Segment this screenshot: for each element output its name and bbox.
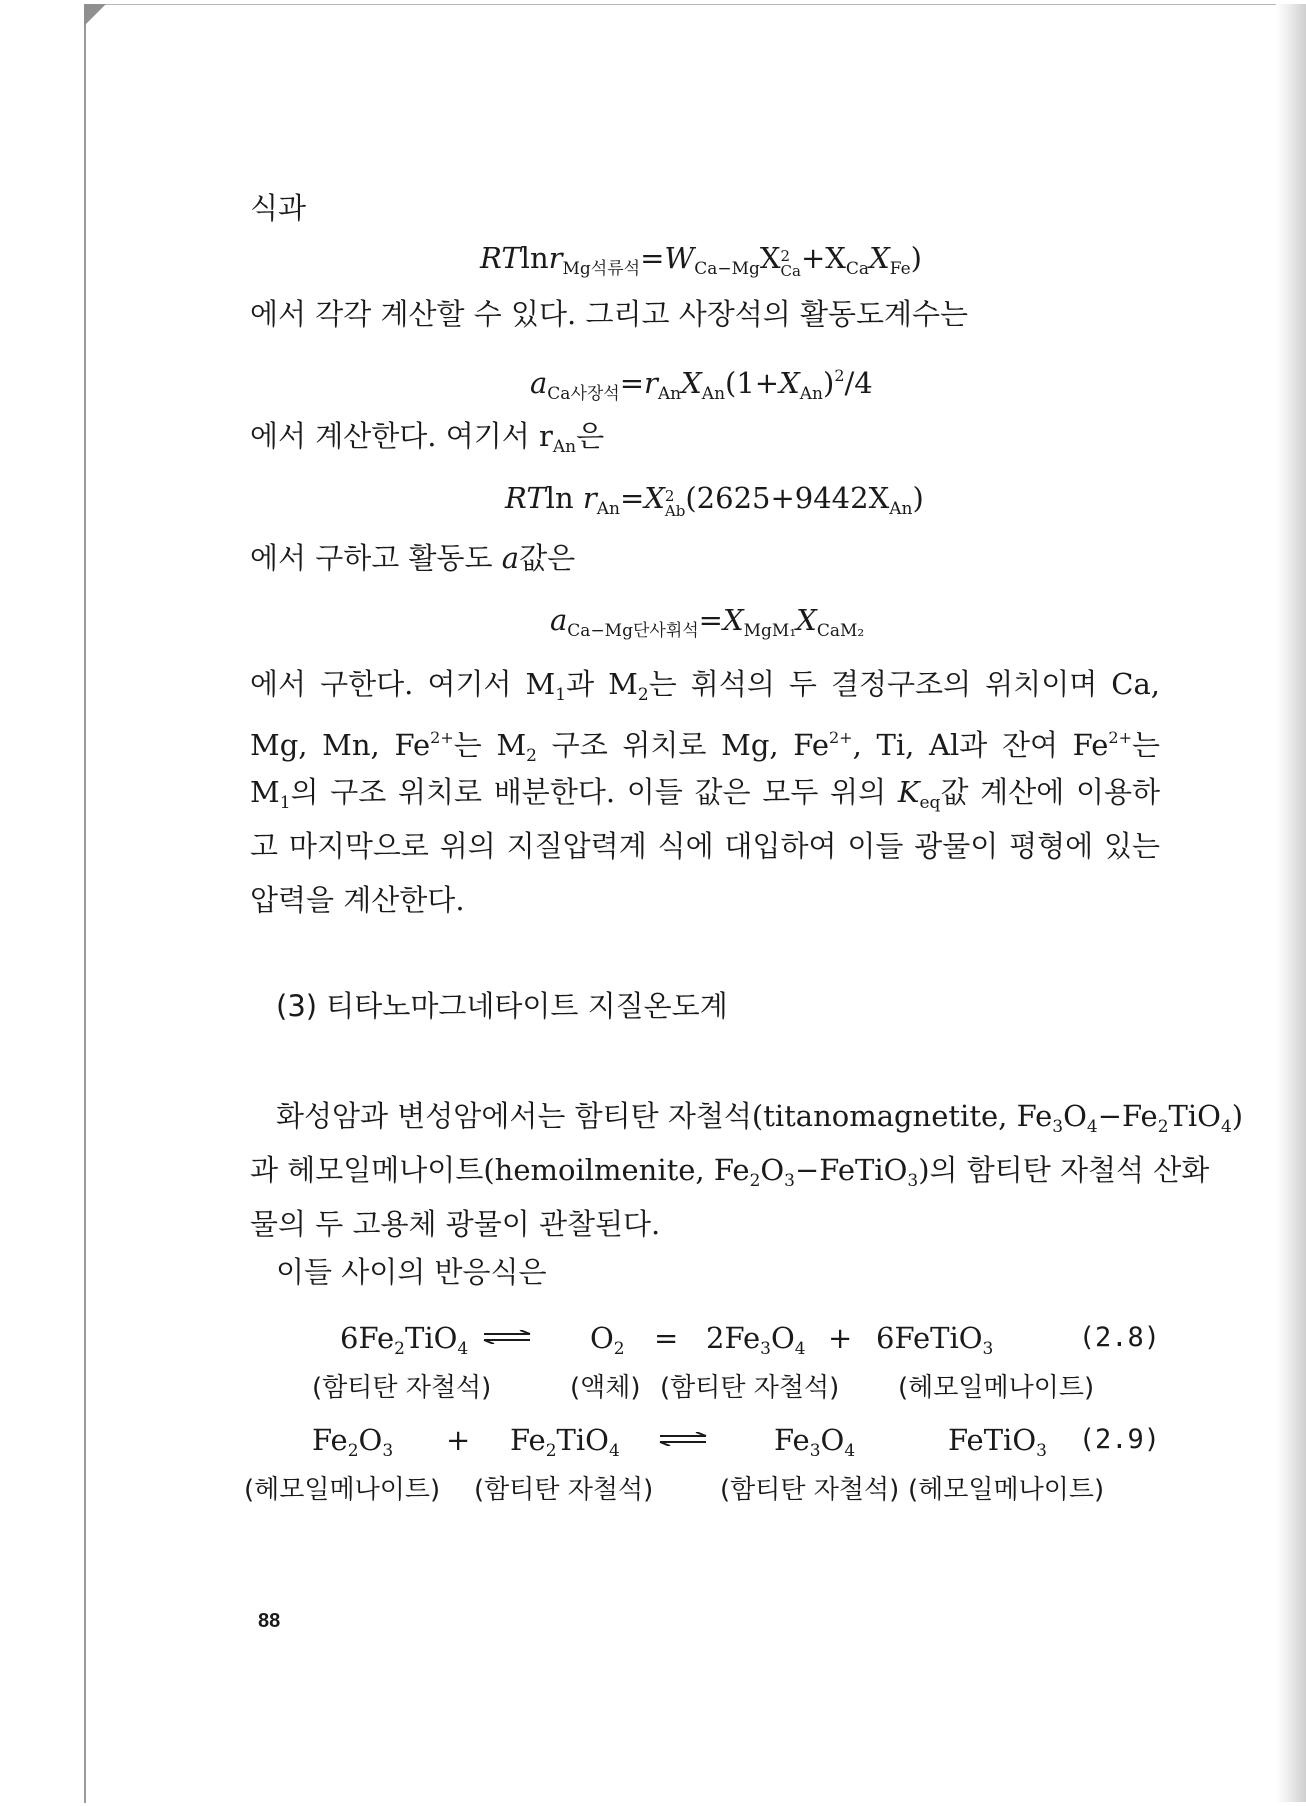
reaction-2-8: $6Fe_2TiO_4$ <box>340 1321 469 1359</box>
reaction-2-9-reactant2: $Fe_2TiO_4$ <box>510 1423 620 1461</box>
mineral-label: (함티탄 자철석) <box>474 1475 654 1505</box>
text-line: Mg, Mn, $Fe^{2+}$는 $M_2$ 구조 위치로 Mg, $Fe^{2+}$, Ti, Al과 잔여 $Fe^{2+}$는 <box>250 728 1160 766</box>
mineral-label: (헤모일메나이트) <box>898 1373 1095 1403</box>
equation-mg-garnet: $RTlnr_{Mg석류석}=W_{Ca-Mg}X2$ $Ca+X_{Ca}X_{Fe}$) <box>480 241 922 280</box>
text-line: 과 헤모일메나이트(hemoilmenite, $Fe_2O_3-FeTiO_3$)의 함티탄 자철석 산화 <box>250 1153 1210 1191</box>
page-number: 88 <box>258 1610 281 1632</box>
section-heading: (3) 티타노마그네타이트 지질온도계 <box>276 989 728 1023</box>
reaction-2-9-plus: + <box>446 1423 471 1457</box>
mineral-label: (함티탄 자철석) <box>312 1373 492 1403</box>
text-line <box>250 296 968 332</box>
equation-number: (2.8) <box>1078 1322 1160 1353</box>
text-line: 물의 두 고용체 광물이 관찰된다. <box>250 1207 661 1241</box>
equation-number: (2.9) <box>1078 1424 1160 1455</box>
text-line: 에서 계산한다. 여기서 $r_{An}$은 <box>250 419 605 457</box>
page-edge-shadow <box>1276 4 1306 1802</box>
mineral-label: (액체) <box>570 1373 641 1403</box>
mineral-label: (헤모일메나이트) <box>908 1475 1105 1505</box>
text-line: 에서 구하고 활동도 a값은 <box>250 541 576 575</box>
mineral-label: (함티탄 자철석) <box>660 1373 840 1403</box>
text-line: 이들 사이의 반응식은 <box>276 1255 547 1289</box>
text-line: 에서 구한다. 여기서 $M_1$과 $M_2$는 휘석의 두 결정구조의 위치이며 Ca, <box>250 667 1160 705</box>
equation-clinopyroxene-activity: $a_{Ca-Mg단사휘석}=X_{MgM_1}X_{CaM_2}$ <box>550 603 865 641</box>
equilibrium-arrow-icon <box>658 1432 708 1446</box>
text-line: 화성암과 변성암에서는 함티탄 자철석(titanomagnetite, $Fe_3O_4-Fe_2TiO_4$) <box>276 1099 1244 1137</box>
reaction-2-9-product2: FeTiO$_3$ <box>948 1423 1047 1461</box>
text: 식과 <box>250 191 307 225</box>
equation-anorthite-coefficient: RTln $r_{An}=X2$ $Ab(2625+9442X_{An})$ <box>505 481 924 520</box>
reaction-2-9-product1: $Fe_3O_4$ <box>774 1423 856 1461</box>
equation-plagioclase-activity: $a_{Ca사장석}=r_{An}X_{An}(1+X_{An})^2/4$ <box>530 366 873 404</box>
reaction-2-8-plus: + <box>828 1321 853 1355</box>
reaction-2-8-equals: = <box>654 1321 679 1355</box>
text-line: $M_1$의 구조 위치로 배분한다. 이들 값은 모두 위의 $K_{eq}$값 계산에 이용하 <box>250 775 1160 813</box>
equilibrium-arrow-icon <box>482 1330 532 1344</box>
text-line <box>250 190 306 226</box>
mineral-label: (헤모일메나이트) <box>244 1475 441 1505</box>
text-line: 압력을 계산한다. <box>250 883 465 917</box>
mineral-label: (함티탄 자철석) <box>720 1475 900 1505</box>
reaction-2-9-reactant1: $Fe_2O_3$ <box>312 1423 394 1461</box>
reaction-2-8-product2: 6FeTiO$_3$ <box>876 1321 994 1359</box>
reaction-2-8-oxygen: $O_2$ <box>590 1321 625 1359</box>
text-line: 고 마지막으로 위의 지질압력계 식에 대입하여 이들 광물이 평형에 있는 <box>250 829 1160 863</box>
reaction-2-8-product1: $2Fe_3O_4$ <box>706 1321 806 1359</box>
text: 에서 각각 계산할 수 있다. 그리고 사장석의 활동도계수는 <box>250 297 969 331</box>
page-corner <box>84 4 106 26</box>
